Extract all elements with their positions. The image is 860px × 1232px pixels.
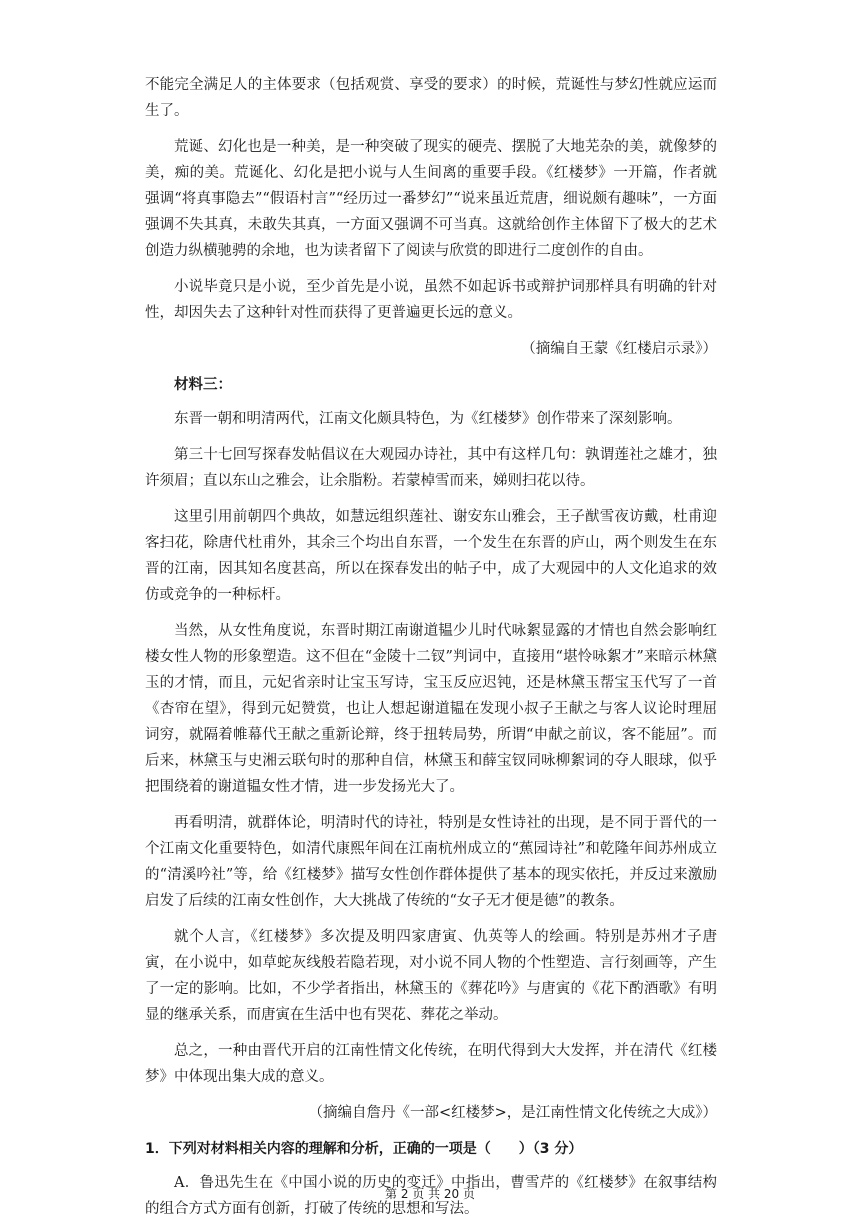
source-citation-3: （摘编自詹丹《一部<红楼梦>，是江南性情文化传统之大成》） [308,1105,717,1121]
page-footer: 第 2 页 共 20 页 [385,1187,475,1201]
question-1-option-a: A．鲁迅先生在《中国小说的历史的变迁》中指出，曹雪芹的《红楼梦》在叙事结构的组合方式方面有创新，打破了传统的思想和写法。 [145,1175,717,1217]
material-3-paragraph: 东晋一朝和明清两代，江南文化颇具特色，为《红楼梦》创作带来了深刻影响。 [174,411,682,427]
material-3-paragraph: 总之，一种由晋代开启的江南性情文化传统，在明代得到大大发挥，并在清代《红楼梦》中体现出集大成的意义。 [145,1043,717,1085]
question-1: 1．下列对材料相关内容的理解和分析，正确的一项是（ ）（3 分） [145,1141,583,1157]
material-3-paragraph: 这里引用前朝四个典故，如慧远组织莲社、谢安东山雅会，王子猷雪夜访戴，杜甫迎客扫花，除唐代杜甫外，其余三个均出自东晋，一个发生在东晋的庐山，两个则发生在东晋的江南，因其知名度甚高，所以在探春发出的帖子中，成了大观园中的人文化追求的效 仿或竞争的一种标杆。 [145,509,717,603]
material-3-heading: 材料三： [174,376,232,393]
paragraph-continued: 不能完全满足人的主体要求（包括观赏、享受的要求）的时候，荒诞性与梦幻性就应运而生了。 [145,77,717,119]
material-3-paragraph: 当然，从女性角度说，东晋时期江南谢道韫少儿时代咏絮显露的才情也自然会影响红楼女性人物的形象塑造。这不但在“金陵十二钗”判词中，直接用“堪怜咏絮才”来暗示林黛玉的才情，而且，元妃省亲时让宝玉写诗，宝玉反应迟钝，还是林黛玉帮宝玉代写了一首《杏帘在望》，得到元妃赞赏，也让人想起谢道韫在发现小叔子王献之与客人议论时理屈词穷，就隔着帷幕代王献之重新论辩，终于扭转局势，所谓“申献之前议，客不能屈”。而后来，林黛玉与史湘云联句时的那种自信，林黛玉和薛宝钗同咏柳絮词的夺人眼球，似乎把围绕着的谢道韫女性才情，进一步发扬光大了。 [145,623,717,795]
material-3-paragraph: 就个人言，《红楼梦》多次提及明四家唐寅、仇英等人的绘画。特别是苏州才子唐寅，在小说中，如草蛇灰线般若隐若现，对小说不同人物的个性塑造、言行刻画等，产生了一定的影响。比如，不少学者指出，林黛玉的《葬花吟》与唐寅的《花下酌酒歌》有明显的继承关系，而唐寅在生活中也有哭花、葬花之举动。 [145,929,717,1023]
material-3-paragraph: 第三十七回写探春发帖倡议在大观园办诗社，其中有这样几句：孰谓莲社之雄才，独许须眉；直以东山之雅会，让余脂粉。若蒙棹雪而来，娣则扫花以待。 [145,447,717,489]
paragraph-novel: 小说毕竟只是小说，至少首先是小说，虽然不如起诉书或辩护词那样具有明确的针对性，却因失去了这种针对性而获得了更普遍更长远的意义。 [145,279,717,321]
text-body [145,72,717,1232]
paragraph-absurdity: 荒诞、幻化也是一种美，是一种突破了现实的硬壳、摆脱了大地芜杂的美，就像梦的美，痴的美。荒诞化、幻化是把小说与人生间离的重要手段。《红楼梦》一开篇，作者就强调“将真事隐去”“假语村言”“经历过一番梦幻”“说来虽近荒唐，细说颇有趣味”，一方面强调不失其真，未敢失其真，一方面又强调不可当真。这就给创作主体留下了极大的艺术创造力纵横驰骋的余地，也为读者留下了阅读与欣赏的即进行二度创作的自由。 [145,139,717,259]
material-3-paragraph: 再看明清，就群体论，明清时代的诗社，特别是女性诗社的出现，是不同于晋代的一 个江南文化重要特色，如清代康熙年间在江南杭州成立的“蕉园诗社”和乾隆年间苏州成立的“清溪吟社”等，给《红楼梦》描写女性创作群体提供了基本的现实依托，并反过来激励启发了后续的江南女性创作，大大挑战了传统的“女子无才便是德”的教条。 [145,815,717,909]
source-citation-2: （摘编自王蒙《红楼启示录》） [521,341,717,357]
